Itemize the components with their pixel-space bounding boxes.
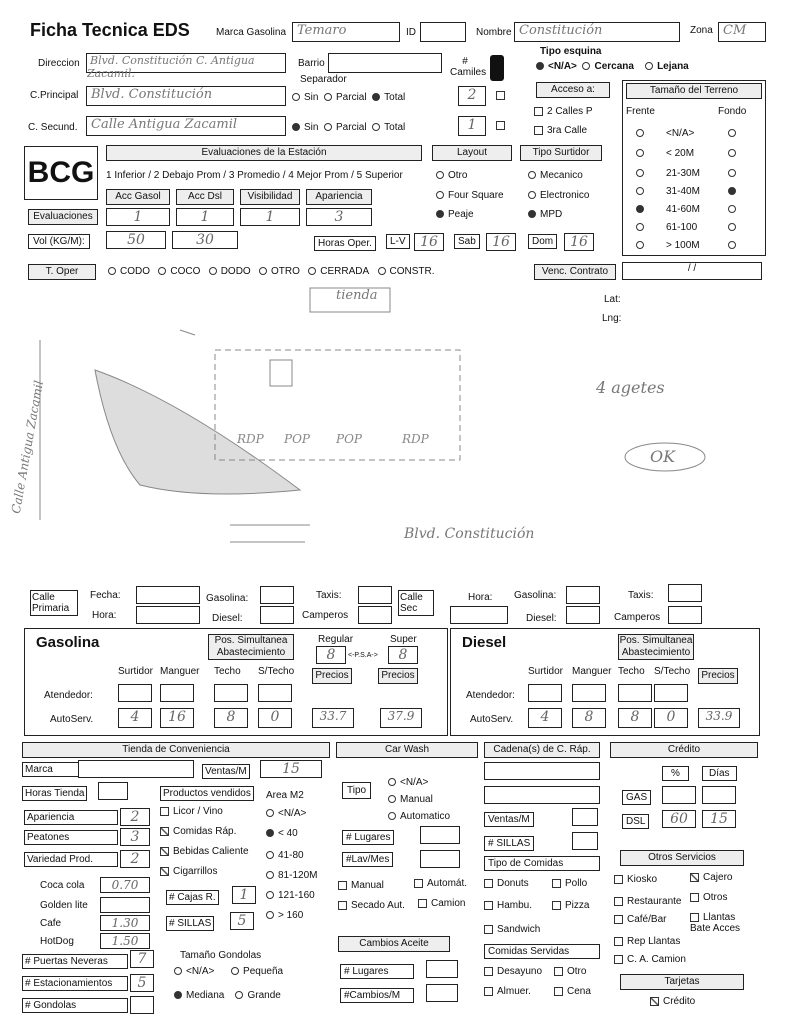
cocacola-label: Coca cola [40, 880, 85, 891]
terreno-frente-radio[interactable] [636, 168, 648, 179]
camiles-secundaria[interactable]: 1 [458, 116, 486, 136]
barrio-field[interactable] [328, 53, 442, 73]
estac-value[interactable]: 5 [130, 974, 154, 992]
carwash-automat-checkbox[interactable]: Automát. [414, 878, 467, 889]
evaluaciones-header: Evaluaciones de la Estación [106, 145, 422, 161]
diesel-col-label: Manguer [572, 666, 612, 677]
cadena-field-1[interactable] [484, 762, 600, 780]
productos-label: Productos vendidos [160, 786, 254, 801]
peatones-label: Peatones [24, 830, 118, 845]
gasolina-atendedor-box[interactable] [118, 684, 152, 702]
terreno-fondo-radio[interactable] [728, 148, 740, 159]
producto-checkbox[interactable]: Licor / Vino [160, 806, 223, 817]
sketch-ok: OK [650, 447, 676, 466]
camperos-count[interactable] [358, 606, 392, 624]
diesel-atendedor-box[interactable] [528, 684, 562, 702]
cadena-field-2[interactable] [484, 786, 600, 804]
camperos-sec-label: Camperos [614, 612, 661, 623]
cadena-ventas-field[interactable] [572, 808, 598, 826]
cprincipal-label: C.Principal [30, 90, 79, 101]
carwash-tipo-opts[interactable]: <N/A> Manual Automatico [388, 774, 450, 825]
cadena-desayuno[interactable]: Desayuno [484, 966, 542, 977]
evaluaciones-scale: 1 Inferior / 2 Debajo Prom / 3 Promedio / 4 Mejor Prom / 5 Superior [106, 170, 403, 181]
id-field[interactable] [420, 22, 466, 42]
taxis-count[interactable] [358, 586, 392, 604]
venc-contrato-header: Venc. Contrato [534, 264, 616, 280]
cambios-mes-label: #Cambios/M [340, 988, 414, 1003]
hora-field[interactable] [136, 606, 200, 624]
gasolina-sec-count[interactable] [566, 586, 600, 604]
carwash-lav-label: #Lav/Mes [342, 852, 393, 867]
gasolina-col-label: S/Techo [258, 666, 295, 677]
taxis-label: Taxis: [316, 590, 342, 601]
tarjetas-header: Tarjetas [620, 974, 744, 990]
horas-tienda-label: Horas Tienda [22, 786, 87, 801]
gondolas-label: # Gondolas [22, 998, 128, 1013]
hora-sec-field[interactable] [450, 606, 508, 624]
servicio-checkbox[interactable]: Kiosko [614, 874, 657, 885]
terreno-row-label: 41-60M [666, 204, 700, 215]
dos-calles-checkbox[interactable]: 2 Calles P [534, 106, 593, 117]
diesel-precios: Precios [698, 668, 738, 684]
gasolina-label: Gasolina: [206, 593, 249, 604]
diesel-atendedor-label: Atendedor: [466, 690, 515, 701]
venc-contrato-field[interactable]: / / [622, 262, 762, 280]
layout-otro[interactable]: Otro [436, 170, 467, 181]
cadena-sillas-label: # SILLAS [484, 836, 534, 851]
cadena-almuer[interactable]: Almuer. [484, 986, 531, 997]
psa-label: <-P.S.A-> [348, 652, 378, 659]
gasolina-precios-reg: Precios [312, 668, 352, 684]
traffic-light-icon [490, 55, 504, 81]
gasolina-autoserv-box[interactable]: 16 [160, 708, 194, 728]
golden-price[interactable] [100, 897, 150, 913]
layout-peaje[interactable]: Peaje [436, 209, 474, 220]
terreno-frente-radio[interactable] [636, 128, 648, 139]
golden-label: Golden lite [40, 900, 88, 911]
marca-field[interactable]: Temaro [292, 22, 400, 42]
cprincipal-field[interactable]: Blvd. Constitución [86, 86, 286, 106]
carwash-lav-field[interactable] [420, 850, 460, 868]
fondo-label: Fondo [718, 106, 747, 117]
terreno-frente-radio[interactable] [636, 240, 648, 251]
separador-principal[interactable]: Sin Parcial Total [292, 92, 405, 103]
csecund-field[interactable]: Calle Antigua Zacamil [86, 116, 286, 136]
gasolina-atendedor-box[interactable] [214, 684, 248, 702]
diesel-atendedor-box[interactable] [572, 684, 606, 702]
hotdog-label: HotDog [40, 936, 74, 947]
producto-checkbox[interactable]: Cigarrillos [160, 866, 217, 877]
diesel-title: Diesel [462, 634, 507, 651]
carwash-lugares-field[interactable] [420, 826, 460, 844]
eval-value[interactable]: 1 [240, 208, 300, 226]
direccion-field[interactable]: Blvd. Constitución C. Antigua Zacamil. [86, 53, 286, 73]
servicio-checkbox[interactable]: Cajero [690, 872, 732, 883]
lng-label: Lng: [602, 313, 622, 324]
site-sketch [0, 280, 792, 580]
terreno-fondo-radio[interactable] [728, 240, 740, 251]
zona-label: Zona [690, 25, 713, 36]
layout-four-square[interactable]: Four Square [436, 190, 504, 201]
terreno-fondo-radio[interactable] [728, 186, 740, 197]
tercera-calle-checkbox[interactable]: 3ra Calle [534, 125, 587, 136]
diesel-count[interactable] [260, 606, 294, 624]
gasolina-col-label: Manguer [160, 666, 200, 677]
credito-dsl-dias[interactable]: 15 [702, 810, 736, 828]
svg-text:RDP: RDP [402, 432, 429, 446]
servicio-checkbox[interactable]: Llantas Bate Acces [690, 912, 741, 934]
regular-label: Regular [318, 634, 354, 645]
eval-value[interactable]: 1 [106, 208, 170, 226]
diesel-autoserv-label: AutoServ. [470, 714, 514, 725]
taxis-sec-label: Taxis: [628, 590, 654, 601]
toper-option[interactable]: CONSTR. [378, 266, 443, 277]
csecund-label: C. Secund. [28, 122, 78, 133]
toper-option[interactable]: CERRADA [308, 266, 377, 277]
carwash-header: Car Wash [336, 742, 478, 758]
cadena-tipo-label: Tipo de Comidas [484, 856, 600, 871]
marca-label: Marca Gasolina [216, 27, 287, 38]
gasolina-precio-sup[interactable]: 37.9 [380, 708, 422, 728]
ventas-tienda-value[interactable]: 15 [260, 760, 322, 778]
vol-label: Vol (KG/M): [28, 234, 90, 249]
carwash-camion-checkbox[interactable]: Camion [418, 898, 465, 909]
marca-tienda-field[interactable] [78, 760, 194, 778]
direccion-label: Direccion [38, 58, 80, 69]
cajas-label: # Cajas R. [166, 890, 219, 905]
regular-value[interactable]: 8 [316, 646, 346, 664]
cocacola-price[interactable]: 0.70 [100, 877, 150, 893]
apariencia-label: Apariencia [24, 810, 118, 825]
nombre-field[interactable]: Constitución [514, 22, 680, 42]
diesel-pos-header: Pos. Simultanea Abastecimiento [619, 635, 693, 658]
ventas-tienda-label: Ventas/M [202, 764, 250, 779]
apariencia-value[interactable]: 2 [120, 808, 150, 826]
gasolina-precio-reg[interactable]: 33.7 [312, 708, 354, 728]
terreno-frente-radio[interactable] [636, 186, 648, 197]
area-radio[interactable]: < 40 [266, 828, 298, 839]
diesel-col-label: Techo [618, 666, 645, 677]
super-value[interactable]: 8 [388, 646, 418, 664]
tienda-header: Tienda de Conveniencia [22, 742, 330, 758]
area-radio[interactable]: 121-160 [266, 890, 315, 901]
terreno-fondo-radio[interactable] [728, 168, 740, 179]
servicio-checkbox[interactable]: Café/Bar [614, 914, 666, 925]
hotdog-price[interactable]: 1.50 [100, 933, 150, 949]
cambios-mes-field[interactable] [426, 984, 458, 1002]
terreno-fondo-radio[interactable] [728, 128, 740, 139]
dom-value[interactable]: 16 [564, 233, 594, 251]
sillas-value[interactable]: 5 [230, 912, 254, 930]
hora-label: Hora: [92, 610, 117, 621]
horas-label: Horas Oper. [314, 236, 376, 251]
diesel-autoserv-box[interactable]: 4 [528, 708, 562, 728]
cajas-value[interactable]: 1 [232, 886, 256, 904]
surtidor-mpd[interactable]: MPD [528, 209, 562, 220]
cafe-price[interactable]: 1.30 [100, 915, 150, 931]
calle-sec-label: Calle Sec [398, 590, 434, 616]
camperos-label: Camperos [302, 610, 349, 621]
separador-secundaria[interactable]: Sin Parcial Total [292, 122, 405, 133]
tarjetas-credito[interactable]: Crédito [650, 996, 695, 1007]
lv-value[interactable]: 16 [414, 233, 444, 251]
gasolina-pos-header: Pos. Simultanea Abastecimiento [208, 634, 294, 660]
terreno-fondo-radio[interactable] [728, 222, 740, 233]
gasolina-sec-label: Gasolina: [514, 590, 557, 601]
sillas-label: # SILLAS [166, 916, 214, 931]
cadena-header: Cadena(s) de C. Ráp. [484, 742, 600, 758]
diesel-autoserv-box[interactable]: 8 [572, 708, 606, 728]
terreno-row-label: 31-40M [666, 186, 700, 197]
producto-checkbox[interactable]: Bebidas Caliente [160, 846, 249, 857]
frente-label: Frente [626, 106, 655, 117]
cadena-pizza[interactable]: Pizza [552, 900, 589, 911]
gondolas-tam-row2[interactable]: Mediana Grande [174, 990, 281, 1001]
terreno-frente-radio[interactable] [636, 204, 648, 215]
diesel-autoserv-box[interactable]: 0 [654, 708, 688, 728]
fecha-field[interactable] [136, 586, 200, 604]
gasolina-atendedor-box[interactable] [258, 684, 292, 702]
gondolas-value[interactable] [130, 996, 154, 1014]
servicio-checkbox[interactable]: Rep Llantas [614, 936, 680, 947]
check-icon[interactable] [496, 120, 509, 131]
gondolas-tam-label: Tamaño Gondolas [180, 950, 262, 961]
sab-label: Sab [454, 234, 480, 249]
super-label: Super [390, 634, 417, 645]
credito-gas-dias[interactable] [702, 786, 736, 804]
cafe-label: Cafe [40, 918, 62, 929]
toper-header: T. Oper [28, 264, 96, 280]
gasolina-autoserv-box[interactable]: 8 [214, 708, 248, 728]
carwash-tipo-label: Tipo [342, 782, 371, 799]
gasolina-autoserv-box[interactable]: 0 [258, 708, 292, 728]
terreno-frente-radio[interactable] [636, 148, 648, 159]
page-title: Ficha Tecnica EDS [30, 20, 190, 40]
lat-label: Lat: [604, 294, 621, 305]
credito-dias-label: Días [702, 766, 737, 781]
area-radio[interactable]: > 160 [266, 910, 303, 921]
esquina-options[interactable]: <N/A> Cercana Lejana [536, 61, 689, 72]
credito-gas-label: GAS [622, 790, 651, 805]
area-label: Area M2 [266, 790, 304, 801]
diesel-col-label: Surtidor [528, 666, 564, 677]
diesel-col-label: S/Techo [654, 666, 691, 677]
gasolina-atendedor-box[interactable] [160, 684, 194, 702]
gasolina-count[interactable] [260, 586, 294, 604]
area-radio[interactable]: 41-80 [266, 850, 304, 861]
taxis-sec-count[interactable] [668, 584, 702, 602]
eval-col-header: Acc Dsl [176, 189, 234, 205]
cadena-otro[interactable]: Otro [554, 966, 586, 977]
camperos-sec-count[interactable] [668, 606, 702, 624]
eval-value[interactable]: 1 [176, 208, 234, 226]
terreno-row-label: <N/A> [666, 128, 695, 139]
gasolina-autoserv-label: AutoServ. [50, 714, 94, 725]
cambios-lugares-label: # Lugares [340, 964, 414, 979]
diesel-sec-label: Diesel: [526, 613, 557, 624]
horas-tienda-field[interactable] [98, 782, 128, 800]
acceso-header: Acceso a: [536, 82, 610, 98]
servicio-checkbox[interactable]: Otros [690, 892, 727, 903]
terreno-row-label: > 100M [666, 240, 700, 251]
toper-option[interactable]: DODO [209, 266, 259, 277]
esquina-title: Tipo esquina [540, 46, 602, 57]
terreno-frente-radio[interactable] [636, 222, 648, 233]
neveras-label: # Puertas Neveras [22, 954, 128, 969]
credito-dsl-pct[interactable]: 60 [662, 810, 696, 828]
eval-col-header: Visibilidad [240, 189, 300, 205]
neveras-value[interactable]: 7 [130, 950, 154, 968]
sketch-blvd: Blvd. Constitución [404, 526, 535, 542]
svg-text:POP: POP [284, 432, 310, 446]
peatones-value[interactable]: 3 [120, 828, 150, 846]
marca-tienda-label: Marca [22, 762, 80, 777]
dom-label: Dom [528, 234, 557, 249]
diesel-sec-count[interactable] [566, 606, 600, 624]
diesel-precio[interactable]: 33.9 [698, 708, 740, 728]
cambios-lugares-field[interactable] [426, 960, 458, 978]
eval-col-header: Acc Gasol [106, 189, 170, 205]
carwash-secado-checkbox[interactable]: Secado Aut. [338, 900, 405, 911]
eval-col-header: Apariencia [306, 189, 372, 205]
barrio-label: Barrio [298, 58, 325, 69]
camiles-label: # Camiles [450, 56, 487, 78]
fecha-label: Fecha: [90, 590, 121, 601]
sketch-tienda: tienda [336, 288, 378, 303]
cadena-servidas-label: Comidas Servidas [484, 944, 600, 959]
toper-options[interactable] [108, 266, 443, 277]
calle-primaria-label: Calle Primaria [30, 590, 78, 616]
nombre-label: Nombre [476, 27, 512, 38]
carwash-lugares-label: # Lugares [342, 830, 394, 845]
area-radio[interactable]: 81-120M [266, 870, 317, 881]
layout-header: Layout [432, 145, 512, 161]
toper-option[interactable]: COCO [158, 266, 208, 277]
diesel-atendedor-box[interactable] [654, 684, 688, 702]
separador-label: Separador [300, 74, 347, 85]
surtidor-mecanico[interactable]: Mecanico [528, 170, 583, 181]
cadena-cena[interactable]: Cena [554, 986, 591, 997]
diesel-autoserv-box[interactable]: 8 [618, 708, 652, 728]
estac-label: # Estacionamientos [22, 976, 128, 991]
sab-value[interactable]: 16 [486, 233, 516, 251]
variedad-label: Variedad Prod. [24, 852, 118, 867]
area-radio[interactable]: <N/A> [266, 808, 306, 819]
terreno-row-label: 61-100 [666, 222, 698, 233]
gasolina-col-label: Techo [214, 666, 241, 677]
check-icon[interactable] [496, 90, 509, 101]
lv-label: L-V [386, 234, 410, 249]
surtidor-header: Tipo Surtidor [520, 145, 602, 161]
zona-field[interactable]: CM [718, 22, 766, 42]
gasolina-autoserv-box[interactable]: 4 [118, 708, 152, 728]
vol-gas[interactable]: 50 [106, 231, 166, 249]
cadena-hambu[interactable]: Hambu. [484, 900, 532, 911]
id-label: ID [406, 27, 416, 38]
servicio-checkbox[interactable]: Restaurante [614, 896, 681, 907]
servicio-checkbox[interactable]: C. A. Camion [614, 954, 686, 965]
variedad-value[interactable]: 2 [120, 850, 150, 868]
evaluaciones-label: Evaluaciones [28, 209, 98, 225]
cadena-pollo[interactable]: Pollo [552, 878, 587, 889]
vol-dsl[interactable]: 30 [172, 231, 238, 249]
camiles-principal[interactable]: 2 [458, 86, 486, 106]
cadena-sandwich[interactable]: Sandwich [484, 924, 540, 935]
gasolina-title: Gasolina [36, 634, 100, 651]
gasolina-atendedor-label: Atendedor: [44, 690, 93, 701]
terreno-row-label: < 20M [666, 148, 695, 159]
credito-header: Crédito [610, 742, 758, 758]
gasolina-col-label: Surtidor [118, 666, 154, 677]
hora-sec-label: Hora: [468, 592, 493, 603]
credito-gas-pct[interactable] [662, 786, 696, 804]
sketch-agentes: 4 agetes [596, 378, 665, 397]
diesel-atendedor-box[interactable] [618, 684, 652, 702]
toper-option[interactable]: OTRO [259, 266, 308, 277]
sketch-calle: Calle Antigua Zacamil [8, 379, 46, 515]
producto-checkbox[interactable]: Comidas Ráp. [160, 826, 236, 837]
terreno-header: Tamaño del Terreno [626, 83, 762, 99]
otros-servicios-header: Otros Servicios [620, 850, 744, 866]
gondolas-tam-row1[interactable]: <N/A> Pequeña [174, 966, 283, 977]
svg-text:POP: POP [336, 432, 362, 446]
terreno-row-label: 21-30M [666, 168, 700, 179]
carwash-manual-checkbox[interactable]: Manual [338, 880, 384, 891]
cadena-ventas-label: Ventas/M [484, 812, 534, 827]
credito-dsl-label: DSL [622, 814, 649, 829]
credito-pct-label: % [662, 766, 689, 781]
cadena-sillas-field[interactable] [572, 832, 598, 850]
gasolina-precios-sup: Precios [378, 668, 418, 684]
terreno-fondo-radio[interactable] [728, 204, 740, 215]
surtidor-electronico[interactable]: Electronico [528, 190, 589, 201]
cadena-donuts[interactable]: Donuts [484, 878, 529, 889]
diesel-label: Diesel: [212, 613, 243, 624]
bcg-logo: BCG [24, 146, 98, 200]
svg-text:RDP: RDP [237, 432, 264, 446]
toper-option[interactable]: CODO [108, 266, 158, 277]
eval-value[interactable]: 3 [306, 208, 372, 226]
cambios-aceite-header: Cambios Aceite [338, 936, 450, 952]
